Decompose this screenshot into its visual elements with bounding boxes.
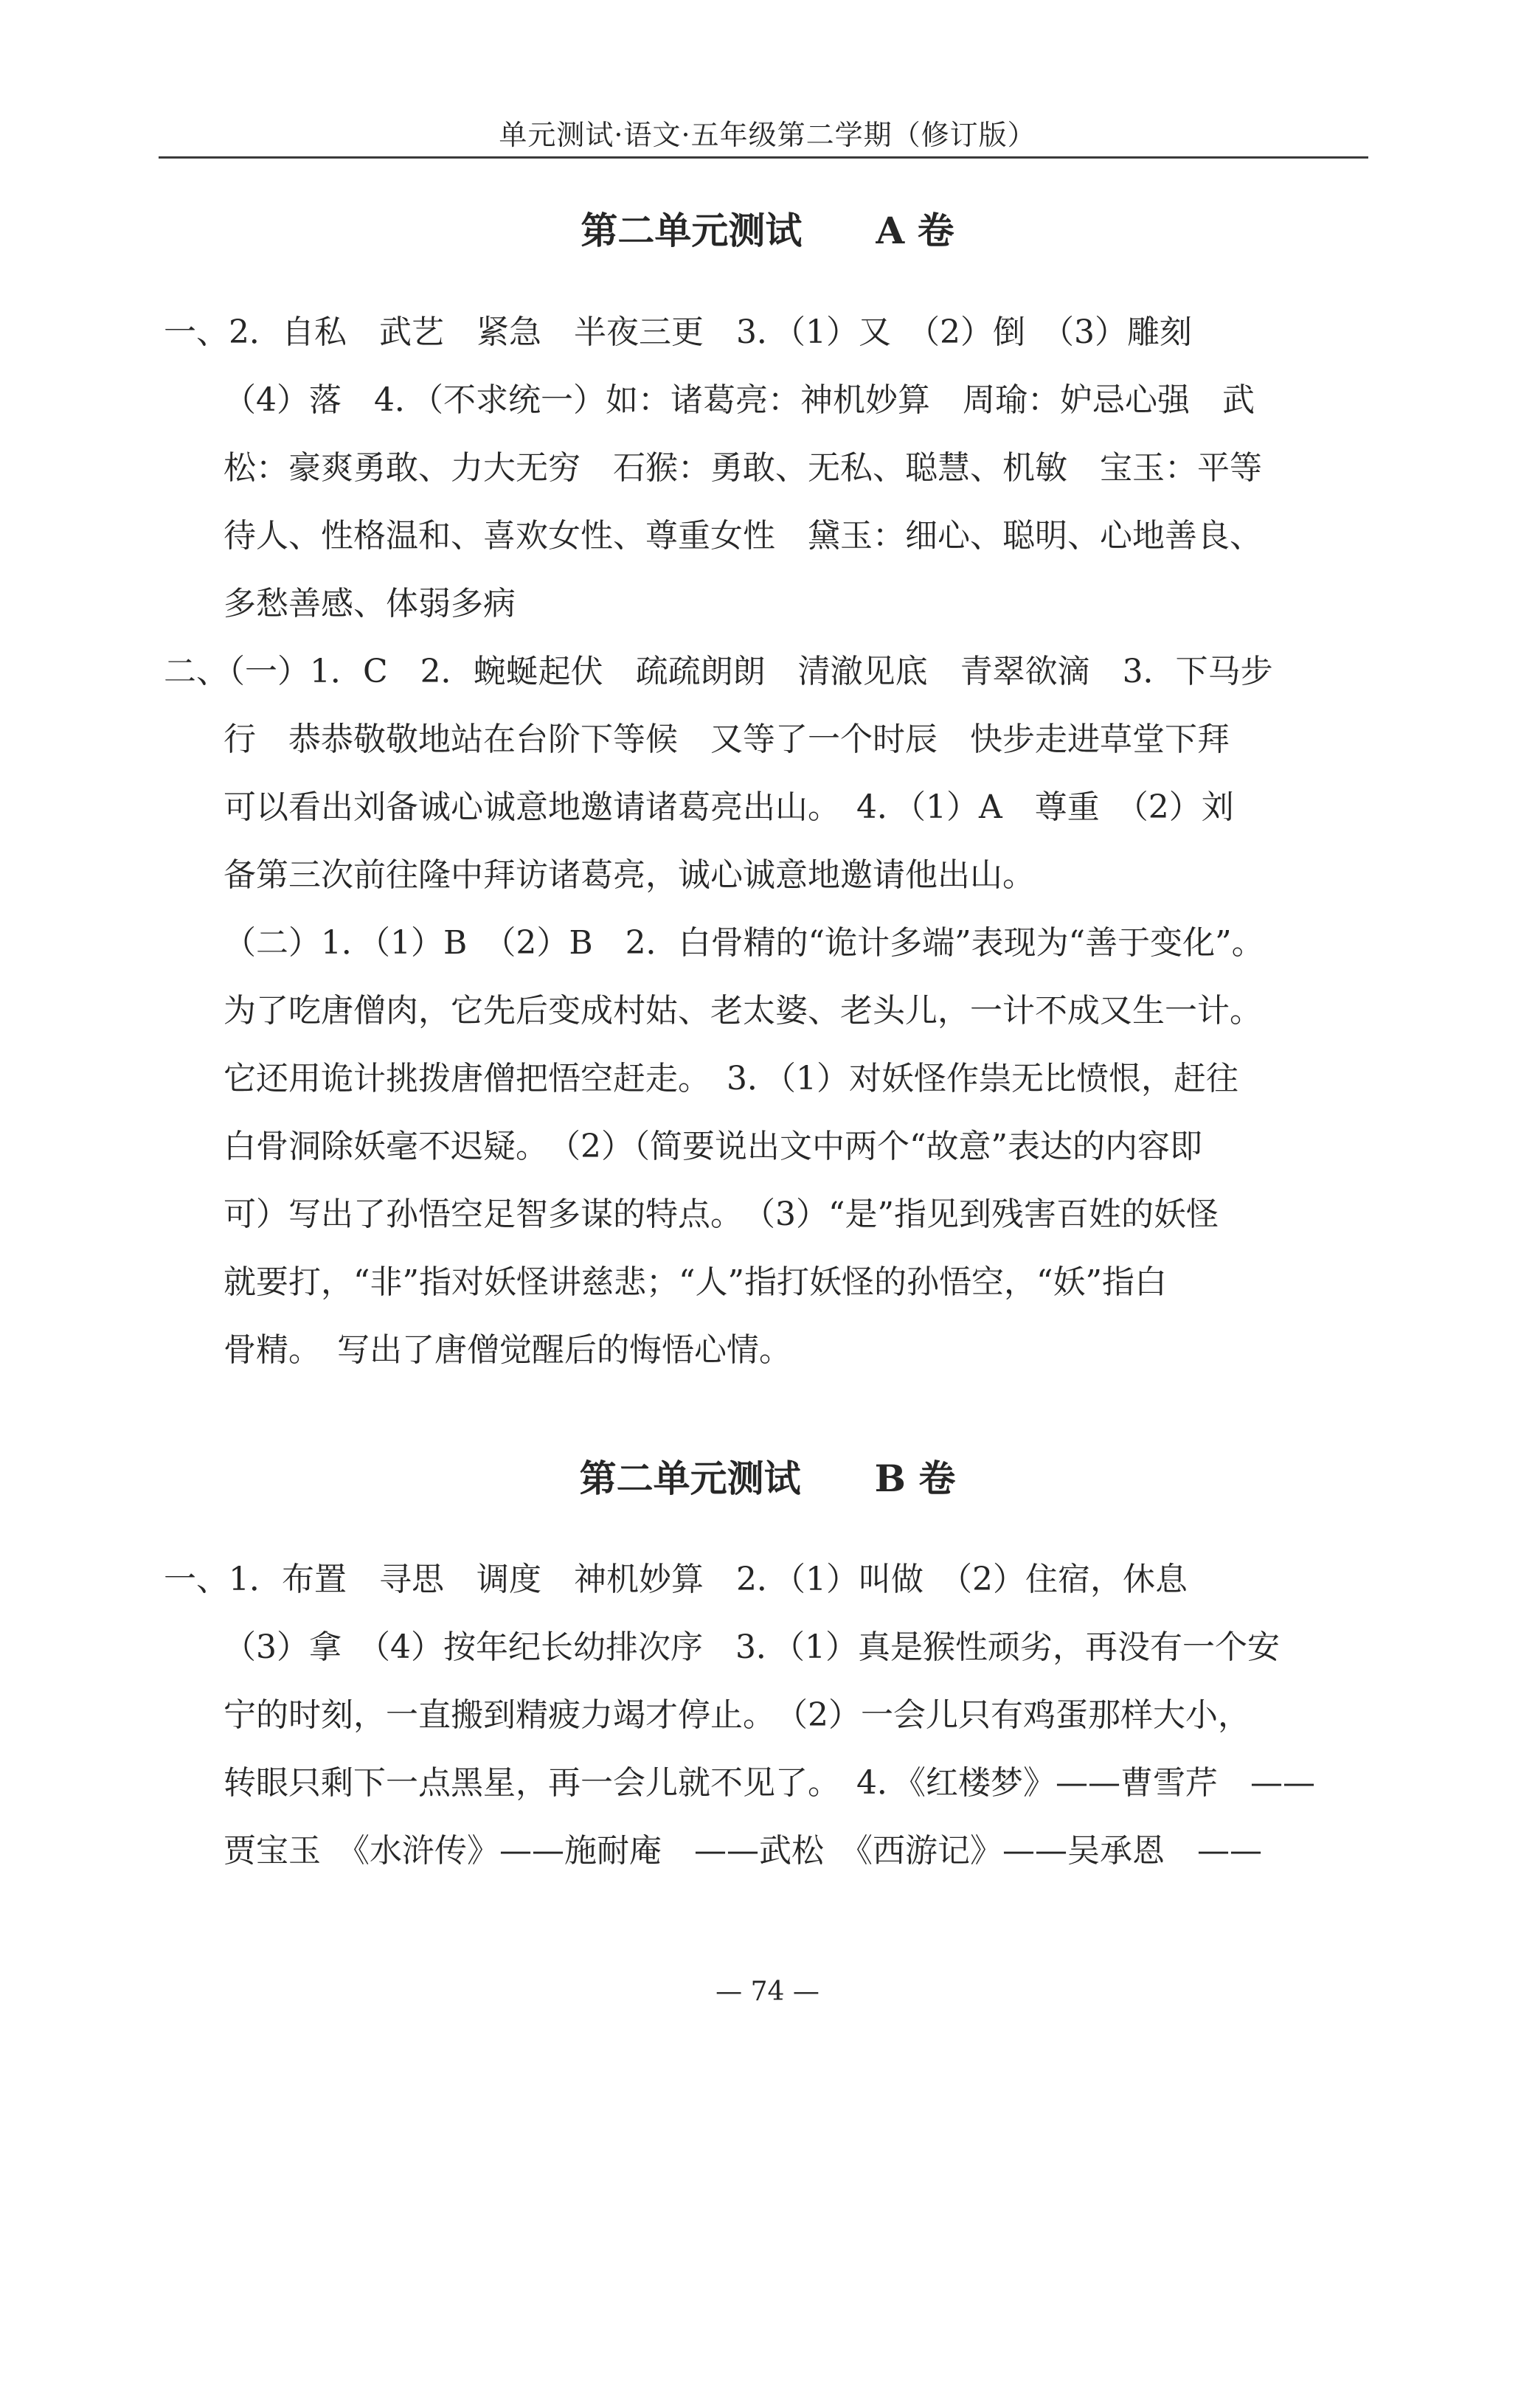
answer-line — [224, 1249, 1535, 1316]
answers-section-b — [0, 1546, 1535, 1885]
answer-text: 待人、性格温和、喜欢女性、尊重女性 黛玉：细心、聪明、心地善良、 — [224, 517, 1262, 555]
answer-line — [164, 1546, 1535, 1614]
answer-line — [224, 434, 1535, 502]
answer-text: 贾宝玉 《水浒传》——施耐庵 ——武松 《西游记》——吴承恩 —— — [224, 1832, 1262, 1870]
answer-line — [224, 1817, 1535, 1885]
answer-line — [224, 1682, 1535, 1749]
answer-line — [224, 1045, 1535, 1113]
answers-section-a — [0, 299, 1535, 1384]
answer-line — [224, 1749, 1535, 1817]
answer-line — [224, 774, 1535, 842]
answer-text: （3）拿 （4）按年纪长幼排次序 3．（1）真是猴性顽劣，再没有一个安 — [224, 1628, 1280, 1666]
answer-line — [224, 706, 1535, 774]
answer-text: 宁的时刻，一直搬到精疲力竭才停止。 （2）一会儿只有鸡蛋那样大小， — [224, 1696, 1250, 1734]
answer-line — [164, 299, 1535, 367]
answer-text: 一、1．布置 寻思 调度 神机妙算 2．（1）叫做 （2）住宿，休息 — [164, 1561, 1188, 1598]
answer-text: 就要打，“非”指对妖怪讲慈悲；“人”指打妖怪的孙悟空，“妖”指白 — [224, 1263, 1167, 1301]
answer-line — [224, 1181, 1535, 1249]
answer-line — [224, 1113, 1535, 1181]
answer-line — [224, 1614, 1535, 1682]
answer-text: 骨精。 写出了唐僧觉醒后的悔悟心情。 — [224, 1331, 791, 1369]
answer-text: 可以看出刘备诚心诚意地邀请诸葛亮出山。 4．（1）A 尊重 （2）刘 — [224, 788, 1234, 826]
answer-text: 一、2．自私 武艺 紧急 半夜三更 3．（1）又 （2）倒 （3）雕刻 — [164, 313, 1192, 351]
answer-line — [224, 1316, 1535, 1384]
answer-text: 多愁善感、体弱多病 — [224, 585, 516, 622]
section-title-a: 第二单元测试 A 卷 — [581, 209, 954, 252]
answer-text: 备第三次前往隆中拜访诸葛亮，诚心诚意地邀请他出山。 — [224, 856, 1035, 894]
answer-line — [224, 570, 1535, 638]
answer-text: 白骨洞除妖毫不迟疑。 （2）（简要说出文中两个“故意”表达的内容即 — [224, 1128, 1202, 1165]
answer-text: 为了吃唐僧肉，它先后变成村姑、老太婆、老头儿，一计不成又生一计。 — [224, 992, 1262, 1030]
answer-line — [224, 909, 1535, 977]
answer-line — [224, 367, 1535, 434]
answer-text: 可）写出了孙悟空足智多谋的特点。 （3）“是”指见到残害百姓的妖怪 — [224, 1196, 1219, 1233]
answer-line — [164, 638, 1535, 706]
answer-line — [224, 502, 1535, 570]
answer-line — [224, 977, 1535, 1045]
answer-text: 转眼只剩下一点黑星，再一会儿就不见了。 4．《红楼梦》——曹雪芹 —— — [224, 1764, 1315, 1802]
header-rule — [159, 156, 1368, 159]
answer-text: （二）1．（1）B （2）B 2．白骨精的“诡计多端”表现为“善于变化”。 — [224, 924, 1264, 962]
answer-text: 行 恭恭敬敬地站在台阶下等候 又等了一个时辰 快步走进草堂下拜 — [224, 721, 1230, 758]
running-header: 单元测试·语文·五年级第二学期（修订版） — [499, 119, 1036, 151]
answer-text: 松：豪爽勇敢、力大无穷 石猴：勇敢、无私、聪慧、机敏 宝玉：平等 — [224, 449, 1262, 487]
section-title-b: 第二单元测试 B 卷 — [579, 1457, 956, 1500]
answer-text: 它还用诡计挑拨唐僧把悟空赶走。 3．（1）对妖怪作祟无比愤恨，赶往 — [224, 1060, 1238, 1097]
answer-text: 二、（一）1．C 2．蜿蜒起伏 疏疏朗朗 清澈见底 青翠欲滴 3．下马步 — [164, 653, 1273, 690]
answer-line — [224, 842, 1535, 909]
answer-text: （4）落 4．（不求统一）如：诸葛亮：神机妙算 周瑜：妒忌心强 武 — [224, 381, 1255, 419]
page-number: — 74 — — [715, 1977, 820, 2007]
